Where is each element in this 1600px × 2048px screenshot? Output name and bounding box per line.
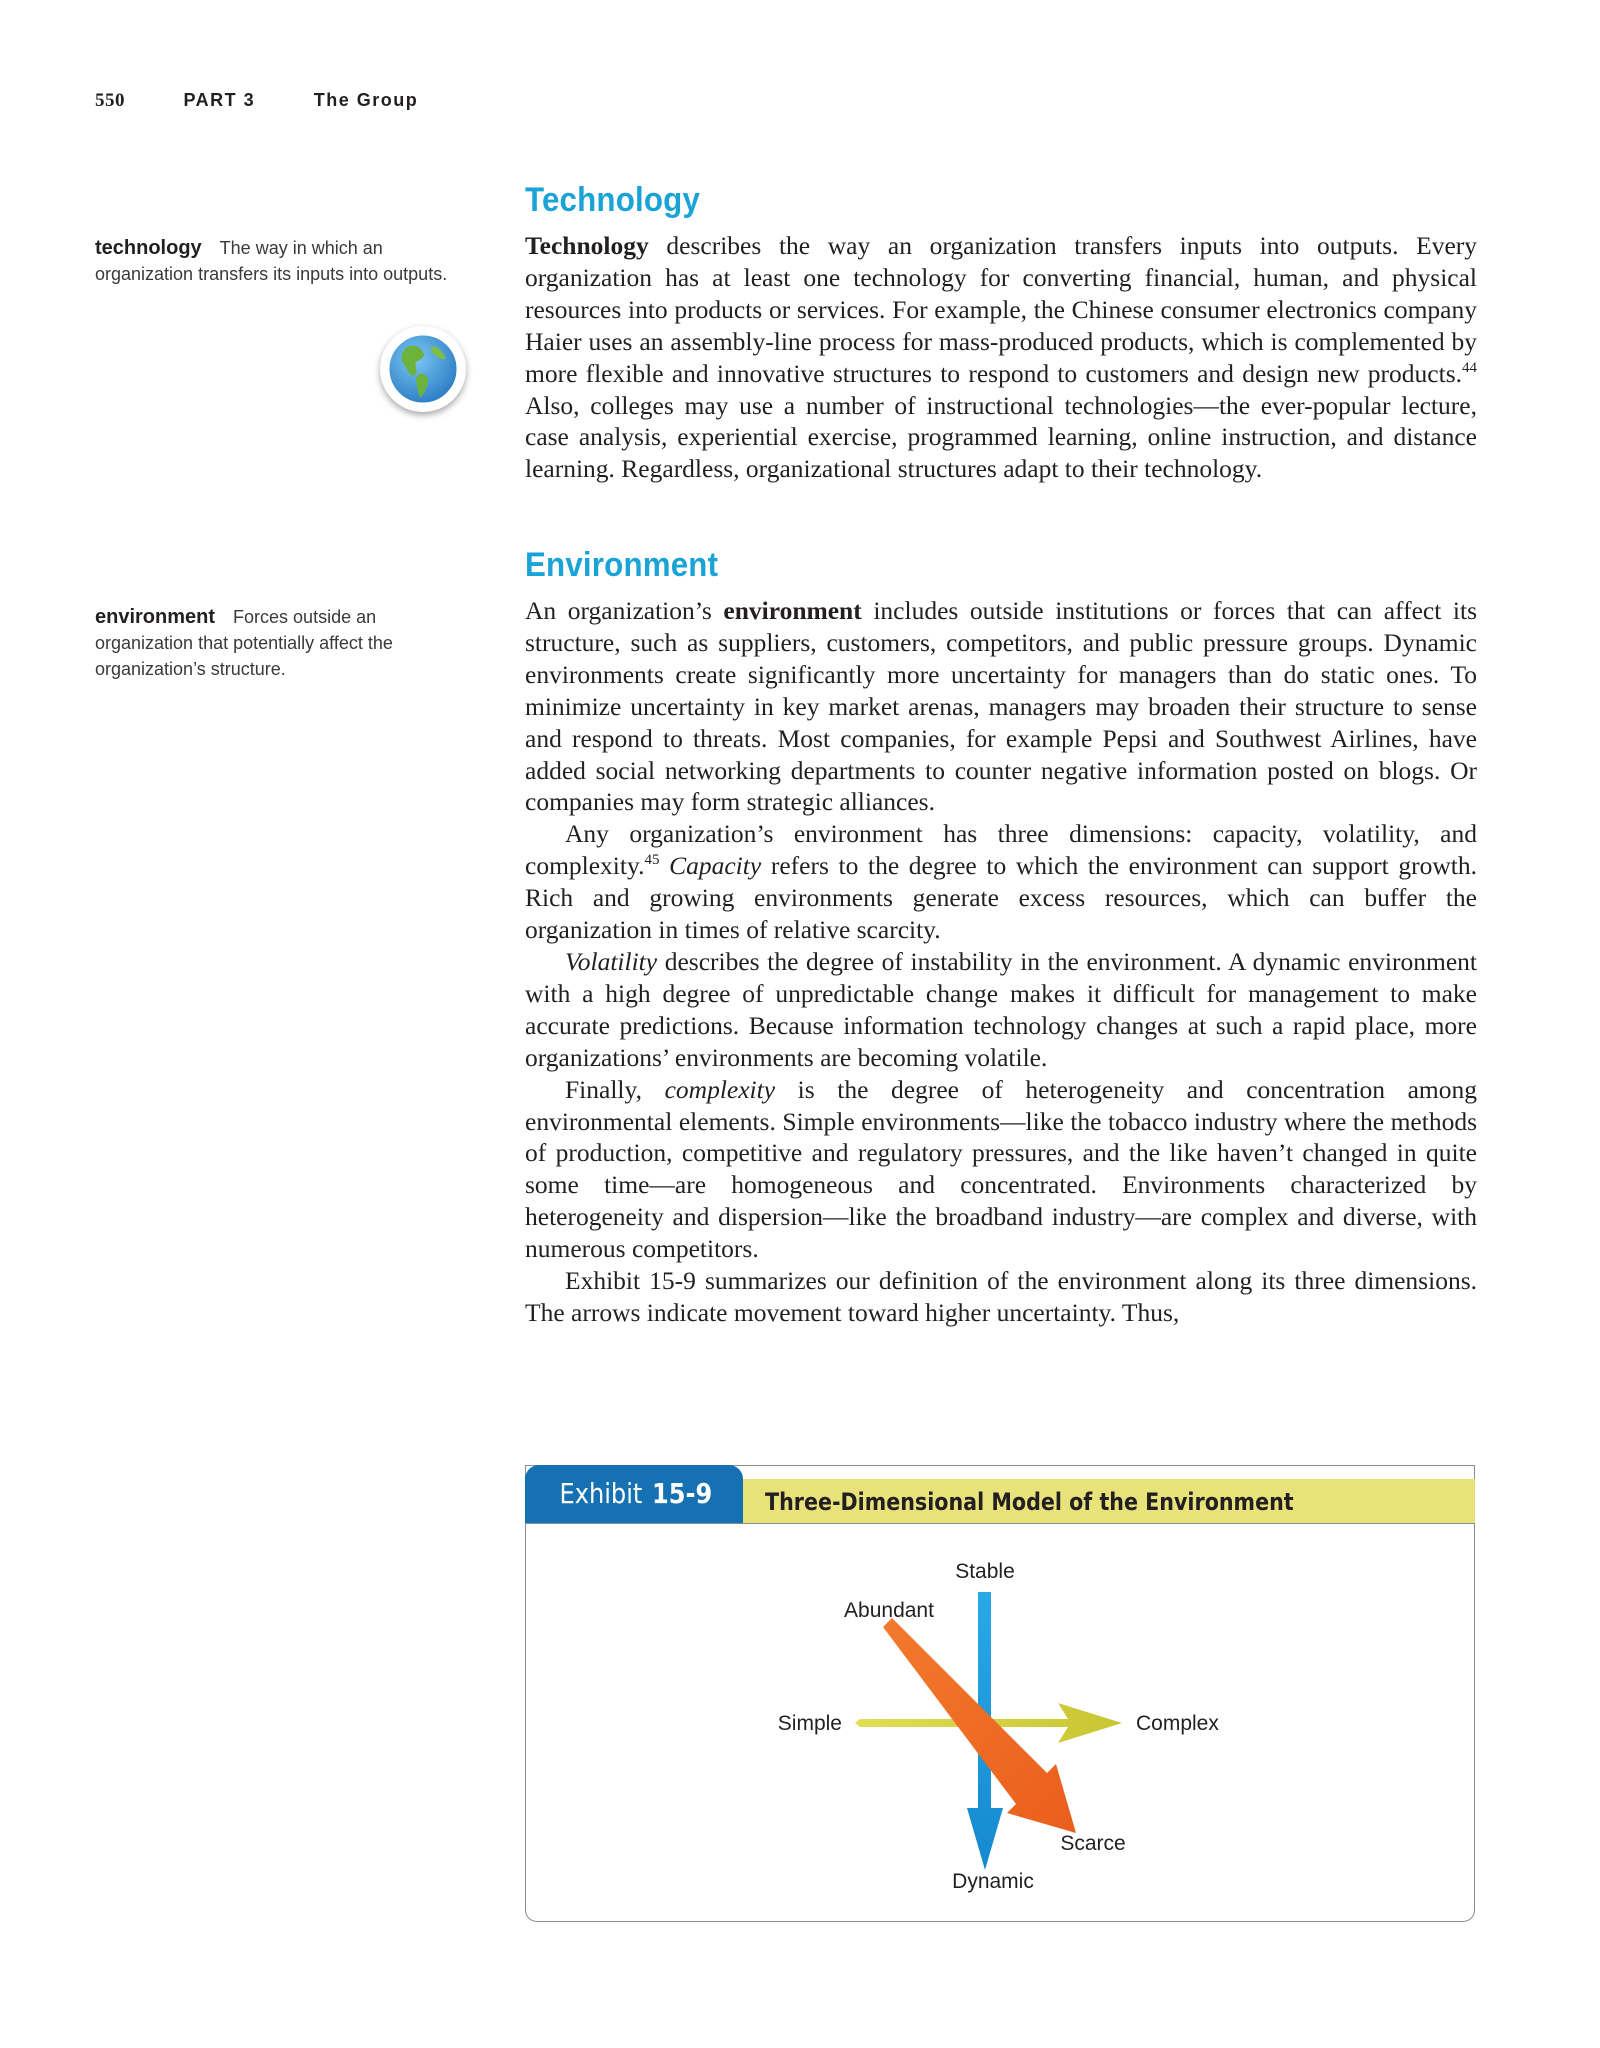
glossary-definition: Forces outside an organization that potentially affect the organization’s structure. <box>95 607 393 679</box>
paragraph: Exhibit 15-9 summarizes our definition of the environment along its three dimensions. The arrows indicate movement toward higher uncertainty. Thus, <box>525 1266 1477 1327</box>
section-heading-technology: Technology <box>525 181 701 219</box>
exhibit-label: Exhibit 15-9 <box>525 1465 743 1523</box>
page-number: 550 <box>95 90 125 111</box>
section-heading-environment: Environment <box>525 546 719 584</box>
key-term: Technology <box>525 231 649 260</box>
part-title: The Group <box>313 90 419 110</box>
paragraph: Volatility describes the degree of instability in the environment. A dynamic environment with a high degree of unpredictable change makes it difficult for management to make accurate predictions. Because information technology changes at such a rapid place, more organizations’ environments are becoming volatile. <box>525 946 1477 1072</box>
part-label: PART 3 <box>183 90 256 110</box>
paragraph: An organization’s environment includes outside institutions or forces that can affect its structure, such as suppliers, customers, competitors, and public pressure groups. Dynamic environments create significantly more uncertainty for managers than do static ones. To minimize uncertainty in key market arenas, managers may broaden their structure to sense and respond to threats. Most companies, for example Pepsi and Southwest Airlines, have added social networking departments to counter negative information posted on blogs. Or companies may form strategic alliances. <box>525 596 1477 817</box>
exhibit-number: 15-9 <box>651 1477 712 1510</box>
label-abundant: Abundant <box>844 1599 934 1622</box>
glossary-definition: The way in which an organization transfers its inputs into outputs. <box>95 238 448 284</box>
endnote-ref: 44 <box>1462 359 1477 376</box>
exhibit-title: Three-Dimensional Model of the Environment <box>765 1488 1294 1516</box>
glossary-term: technology <box>95 237 202 259</box>
key-term: environment <box>723 596 862 625</box>
label-stable: Stable <box>955 1560 1015 1583</box>
label-scarce: Scarce <box>1060 1832 1126 1855</box>
paragraph: Any organization’s environment has three dimensions: capacity, volatility, and complexity.$^{45}$ Capacity refers to the degree to which the environment can support growth. Rich and growing environments generate excess resources, which can buffer the organization in times of relative scarcity. <box>525 819 1477 945</box>
label-complex: Complex <box>1136 1712 1219 1735</box>
label-dynamic: Dynamic <box>952 1870 1034 1893</box>
paragraph: Technology describes the way an organization transfers inputs into outputs. Every organization has at least one technology for converting financial, human, and physical resources into products or services. For example, the Chinese consumer electronics company Haier uses an assembly-line process for mass-produced products, which is complemented by more flexible and innovative structures to respond to customers and design new products.$^{44}$ Also, colleges may use a number of instructional technologies—the ever-popular lecture, case analysis, experiential exercise, programmed learning, online instruction, and distance learning. Regardless, organizational structures adapt to their technology. <box>525 231 1477 484</box>
endnote-ref: 45 <box>644 852 660 869</box>
label-simple: Simple <box>777 1712 842 1735</box>
glossary-term: environment <box>95 606 216 628</box>
paragraph: Finally, complexity is the degree of heterogeneity and concentration among environmental elements. Simple environments—like the tobacco industry where the methods of production, competitive and regulatory pressures, and the like haven’t changed in quite some time—are homogeneous and concentrated. Environments characterized by heterogeneity and dispersion—like the broadband industry—are complex and diverse, with numerous competitors. <box>525 1074 1478 1264</box>
